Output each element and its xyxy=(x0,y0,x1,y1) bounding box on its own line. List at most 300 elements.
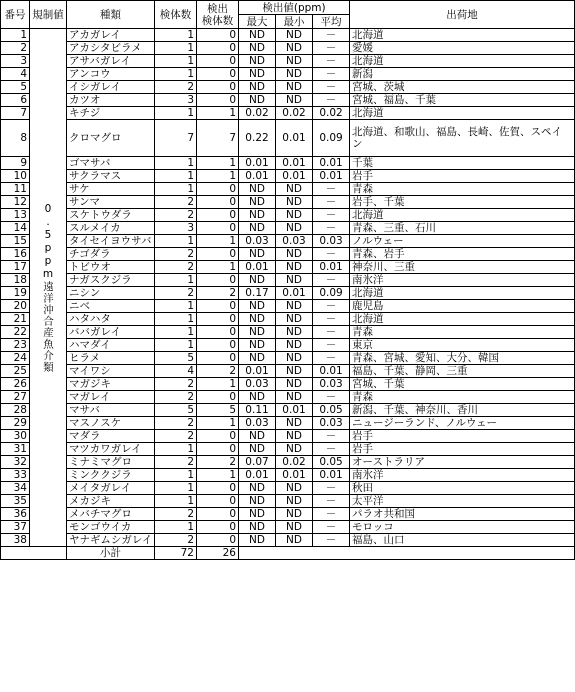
origin-location: 太平洋 xyxy=(350,495,575,508)
max-value: ND xyxy=(239,339,276,352)
species-name: ヒラメ xyxy=(67,352,155,365)
species-name: チゴダラ xyxy=(67,248,155,261)
origin-location: 北海道 xyxy=(350,209,575,222)
table-row xyxy=(1,300,575,313)
row-number: 14 xyxy=(1,222,30,235)
max-value: ND xyxy=(239,222,276,235)
avg-value: － xyxy=(313,81,350,94)
avg-value: － xyxy=(313,183,350,196)
detected-count: 0 xyxy=(197,29,239,42)
max-value: ND xyxy=(239,55,276,68)
max-value: 0.02 xyxy=(239,107,276,120)
row-number: 1 xyxy=(1,29,30,42)
max-value: ND xyxy=(239,42,276,55)
avg-value: － xyxy=(313,68,350,81)
avg-value: － xyxy=(313,209,350,222)
max-value: 0.01 xyxy=(239,170,276,183)
table-row xyxy=(1,469,575,482)
detected-count: 0 xyxy=(197,300,239,313)
table-row xyxy=(1,287,575,300)
table-row xyxy=(1,170,575,183)
avg-value: 0.01 xyxy=(313,157,350,170)
subtotal-empty xyxy=(239,547,575,560)
table-row xyxy=(1,313,575,326)
avg-value: － xyxy=(313,300,350,313)
table-row xyxy=(1,391,575,404)
row-number: 19 xyxy=(1,287,30,300)
subtotal-label: 小計 xyxy=(67,547,155,560)
origin-location: 福島、山口 xyxy=(350,534,575,547)
sample-count: 5 xyxy=(155,352,197,365)
origin-location: 福島、千葉、静岡、三重 xyxy=(350,365,575,378)
row-number: 33 xyxy=(1,469,30,482)
species-name: アサバガレイ xyxy=(67,55,155,68)
detected-count: 0 xyxy=(197,495,239,508)
row-number: 6 xyxy=(1,94,30,107)
origin-location: 千葉 xyxy=(350,157,575,170)
avg-value: － xyxy=(313,391,350,404)
max-value: 0.01 xyxy=(239,261,276,274)
species-name: マサバ xyxy=(67,404,155,417)
species-name: ニシン xyxy=(67,287,155,300)
avg-value: － xyxy=(313,222,350,235)
detected-count: 1 xyxy=(197,107,239,120)
row-number: 17 xyxy=(1,261,30,274)
header-max: 最大 xyxy=(239,15,276,29)
row-number: 18 xyxy=(1,274,30,287)
avg-value: － xyxy=(313,196,350,209)
species-name: ミナミマグロ xyxy=(67,456,155,469)
species-name: ヤナギムシガレイ xyxy=(67,534,155,547)
origin-location: 青森 xyxy=(350,391,575,404)
origin-location: 北海道 xyxy=(350,29,575,42)
avg-value: － xyxy=(313,313,350,326)
row-number: 38 xyxy=(1,534,30,547)
sample-count: 1 xyxy=(155,339,197,352)
table-row xyxy=(1,235,575,248)
table-row xyxy=(1,339,575,352)
table-row xyxy=(1,326,575,339)
origin-location: 鹿児島 xyxy=(350,300,575,313)
avg-value: 0.09 xyxy=(313,120,350,157)
detected-count: 1 xyxy=(197,378,239,391)
sample-count: 2 xyxy=(155,417,197,430)
min-value: ND xyxy=(276,81,313,94)
min-value: ND xyxy=(276,274,313,287)
row-number: 20 xyxy=(1,300,30,313)
subtotal-detected: 26 xyxy=(197,547,239,560)
table-row xyxy=(1,261,575,274)
origin-location: 青森、岩手 xyxy=(350,248,575,261)
sample-count: 1 xyxy=(155,107,197,120)
origin-location: モロッコ xyxy=(350,521,575,534)
sample-count: 1 xyxy=(155,495,197,508)
row-number: 21 xyxy=(1,313,30,326)
min-value: ND xyxy=(276,326,313,339)
min-value: ND xyxy=(276,183,313,196)
species-name: サケ xyxy=(67,183,155,196)
row-number: 16 xyxy=(1,248,30,261)
avg-value: － xyxy=(313,29,350,42)
row-number: 37 xyxy=(1,521,30,534)
min-value: 0.01 xyxy=(276,170,313,183)
detected-count: 2 xyxy=(197,365,239,378)
species-name: マダラ xyxy=(67,430,155,443)
max-value: ND xyxy=(239,352,276,365)
avg-value: 0.01 xyxy=(313,365,350,378)
min-value: ND xyxy=(276,313,313,326)
avg-value: － xyxy=(313,55,350,68)
min-value: 0.02 xyxy=(276,456,313,469)
sample-count: 1 xyxy=(155,42,197,55)
detected-count: 0 xyxy=(197,326,239,339)
max-value: ND xyxy=(239,68,276,81)
table-row xyxy=(1,222,575,235)
min-value: ND xyxy=(276,391,313,404)
detected-count: 1 xyxy=(197,170,239,183)
row-number: 5 xyxy=(1,81,30,94)
detected-count: 1 xyxy=(197,157,239,170)
sample-count: 1 xyxy=(155,235,197,248)
species-name: スルメイカ xyxy=(67,222,155,235)
max-value: ND xyxy=(239,209,276,222)
min-value: ND xyxy=(276,495,313,508)
row-number: 32 xyxy=(1,456,30,469)
origin-location: 新潟、千葉、神奈川、香川 xyxy=(350,404,575,417)
row-number: 2 xyxy=(1,42,30,55)
header-no: 番号 xyxy=(1,1,30,29)
species-name: ナガスクジラ xyxy=(67,274,155,287)
min-value: 0.03 xyxy=(276,235,313,248)
header-limit: 規制値 xyxy=(30,1,67,29)
max-value: ND xyxy=(239,94,276,107)
detected-count: 0 xyxy=(197,443,239,456)
table-row xyxy=(1,81,575,94)
max-value: ND xyxy=(239,430,276,443)
origin-location: 愛媛 xyxy=(350,42,575,55)
sample-count: 3 xyxy=(155,222,197,235)
limit-value-cell: 0.5ppm遠洋沖合産魚介類 xyxy=(30,29,67,547)
origin-location: ノルウェー xyxy=(350,235,575,248)
sample-count: 3 xyxy=(155,94,197,107)
table-row xyxy=(1,482,575,495)
species-name: アンコウ xyxy=(67,68,155,81)
table-row xyxy=(1,55,575,68)
min-value: ND xyxy=(276,443,313,456)
detected-count: 2 xyxy=(197,287,239,300)
table-row xyxy=(1,107,575,120)
table-row xyxy=(1,94,575,107)
sample-count: 1 xyxy=(155,469,197,482)
table-row xyxy=(1,456,575,469)
origin-location: 東京 xyxy=(350,339,575,352)
max-value: ND xyxy=(239,274,276,287)
origin-location: 新潟 xyxy=(350,68,575,81)
min-value: ND xyxy=(276,365,313,378)
avg-value: － xyxy=(313,443,350,456)
origin-location: 岩手 xyxy=(350,430,575,443)
detected-count: 0 xyxy=(197,42,239,55)
species-name: ハマダイ xyxy=(67,339,155,352)
min-value: ND xyxy=(276,482,313,495)
origin-location: ニュージーランド、ノルウェー xyxy=(350,417,575,430)
min-value: ND xyxy=(276,42,313,55)
min-value: ND xyxy=(276,55,313,68)
detected-count: 1 xyxy=(197,261,239,274)
max-value: 0.07 xyxy=(239,456,276,469)
avg-value: 0.05 xyxy=(313,456,350,469)
max-value: 0.01 xyxy=(239,469,276,482)
row-number: 30 xyxy=(1,430,30,443)
species-name: マガレイ xyxy=(67,391,155,404)
max-value: ND xyxy=(239,534,276,547)
detected-count: 0 xyxy=(197,313,239,326)
min-value: 0.01 xyxy=(276,120,313,157)
table-row xyxy=(1,120,575,157)
detected-count: 0 xyxy=(197,339,239,352)
max-value: ND xyxy=(239,482,276,495)
table-row xyxy=(1,183,575,196)
origin-location: 北海道 xyxy=(350,55,575,68)
row-number: 3 xyxy=(1,55,30,68)
species-name: アカガレイ xyxy=(67,29,155,42)
max-value: ND xyxy=(239,196,276,209)
detected-count: 0 xyxy=(197,391,239,404)
min-value: 0.01 xyxy=(276,404,313,417)
table-row xyxy=(1,404,575,417)
sample-count: 1 xyxy=(155,521,197,534)
detected-count: 1 xyxy=(197,417,239,430)
detected-count: 1 xyxy=(197,235,239,248)
max-value: ND xyxy=(239,495,276,508)
origin-location: 岩手 xyxy=(350,170,575,183)
detected-count: 0 xyxy=(197,183,239,196)
table-row xyxy=(1,42,575,55)
avg-value: － xyxy=(313,352,350,365)
origin-location: 宮城、福島、千葉 xyxy=(350,94,575,107)
max-value: ND xyxy=(239,443,276,456)
species-name: ハタハタ xyxy=(67,313,155,326)
min-value: ND xyxy=(276,209,313,222)
species-name: マガジキ xyxy=(67,378,155,391)
row-number: 35 xyxy=(1,495,30,508)
species-name: メバチマグロ xyxy=(67,508,155,521)
avg-value: － xyxy=(313,508,350,521)
species-name: ミンククジラ xyxy=(67,469,155,482)
sample-count: 2 xyxy=(155,456,197,469)
max-value: ND xyxy=(239,29,276,42)
sample-count: 2 xyxy=(155,430,197,443)
detected-count: 0 xyxy=(197,68,239,81)
avg-value: 0.05 xyxy=(313,404,350,417)
min-value: ND xyxy=(276,29,313,42)
row-number: 7 xyxy=(1,107,30,120)
table-row xyxy=(1,508,575,521)
min-value: ND xyxy=(276,534,313,547)
row-number: 26 xyxy=(1,378,30,391)
sample-count: 1 xyxy=(155,274,197,287)
origin-location: 宮城、千葉 xyxy=(350,378,575,391)
max-value: 0.03 xyxy=(239,235,276,248)
table-row xyxy=(1,157,575,170)
min-value: ND xyxy=(276,430,313,443)
max-value: ND xyxy=(239,391,276,404)
detected-count: 1 xyxy=(197,469,239,482)
sample-count: 1 xyxy=(155,183,197,196)
header-avg: 平均 xyxy=(313,15,350,29)
row-number: 13 xyxy=(1,209,30,222)
table-row xyxy=(1,29,575,42)
origin-location: 宮城、茨城 xyxy=(350,81,575,94)
sample-count: 7 xyxy=(155,120,197,157)
max-value: 0.03 xyxy=(239,417,276,430)
avg-value: 0.01 xyxy=(313,170,350,183)
min-value: ND xyxy=(276,68,313,81)
header-samples: 検体数 xyxy=(155,1,197,29)
table-row xyxy=(1,248,575,261)
origin-location: 南氷洋 xyxy=(350,469,575,482)
origin-location: 北海道 xyxy=(350,313,575,326)
table-row xyxy=(1,534,575,547)
table-row xyxy=(1,365,575,378)
table-row xyxy=(1,417,575,430)
min-value: ND xyxy=(276,94,313,107)
detected-count: 0 xyxy=(197,248,239,261)
table-row xyxy=(1,443,575,456)
detected-count: 2 xyxy=(197,456,239,469)
sample-count: 1 xyxy=(155,300,197,313)
origin-location: 北海道 xyxy=(350,287,575,300)
detected-count: 0 xyxy=(197,55,239,68)
sample-count: 1 xyxy=(155,29,197,42)
species-name: マツカワガレイ xyxy=(67,443,155,456)
sample-count: 1 xyxy=(155,313,197,326)
avg-value: 0.03 xyxy=(313,235,350,248)
species-name: サクラマス xyxy=(67,170,155,183)
origin-location: オーストラリア xyxy=(350,456,575,469)
avg-value: － xyxy=(313,495,350,508)
row-number: 8 xyxy=(1,120,30,157)
subtotal-samples: 72 xyxy=(155,547,197,560)
header-origin: 出荷地 xyxy=(350,1,575,29)
max-value: 0.01 xyxy=(239,157,276,170)
max-value: 0.01 xyxy=(239,365,276,378)
row-number: 11 xyxy=(1,183,30,196)
sample-count: 2 xyxy=(155,196,197,209)
max-value: ND xyxy=(239,521,276,534)
avg-value: － xyxy=(313,274,350,287)
table-row xyxy=(1,68,575,81)
detected-count: 0 xyxy=(197,352,239,365)
row-number: 34 xyxy=(1,482,30,495)
avg-value: － xyxy=(313,482,350,495)
detected-count: 0 xyxy=(197,482,239,495)
sample-count: 1 xyxy=(155,55,197,68)
species-name: ババガレイ xyxy=(67,326,155,339)
table-row xyxy=(1,274,575,287)
table-row xyxy=(1,430,575,443)
sample-count: 1 xyxy=(155,68,197,81)
origin-location: 北海道 xyxy=(350,107,575,120)
avg-value: － xyxy=(313,94,350,107)
table-row xyxy=(1,352,575,365)
species-name: メイタガレイ xyxy=(67,482,155,495)
row-number: 25 xyxy=(1,365,30,378)
table-row xyxy=(1,209,575,222)
sample-count: 5 xyxy=(155,404,197,417)
table-row xyxy=(1,495,575,508)
avg-value: 0.02 xyxy=(313,107,350,120)
sample-count: 1 xyxy=(155,326,197,339)
sample-count: 4 xyxy=(155,365,197,378)
header-min: 最小 xyxy=(276,15,313,29)
sample-count: 1 xyxy=(155,482,197,495)
avg-value: － xyxy=(313,521,350,534)
species-name: ニベ xyxy=(67,300,155,313)
species-name: メカジキ xyxy=(67,495,155,508)
header-detected-value: 検出値(ppm) xyxy=(239,1,350,15)
min-value: ND xyxy=(276,352,313,365)
row-number: 10 xyxy=(1,170,30,183)
row-number: 24 xyxy=(1,352,30,365)
sample-count: 2 xyxy=(155,209,197,222)
detected-count: 0 xyxy=(197,508,239,521)
origin-location: 神奈川、三重 xyxy=(350,261,575,274)
species-name: サンマ xyxy=(67,196,155,209)
sample-count: 2 xyxy=(155,261,197,274)
species-name: キチジ xyxy=(67,107,155,120)
max-value: ND xyxy=(239,508,276,521)
avg-value: － xyxy=(313,534,350,547)
sample-count: 2 xyxy=(155,508,197,521)
species-name: ゴマサバ xyxy=(67,157,155,170)
origin-location: 岩手 xyxy=(350,443,575,456)
sample-count: 2 xyxy=(155,378,197,391)
row-number: 15 xyxy=(1,235,30,248)
species-name: マイワシ xyxy=(67,365,155,378)
origin-location: 北海道、和歌山、福島、長崎、佐賀、スペイン xyxy=(350,120,575,157)
row-number: 23 xyxy=(1,339,30,352)
origin-location: 秋田 xyxy=(350,482,575,495)
max-value: 0.17 xyxy=(239,287,276,300)
min-value: 0.01 xyxy=(276,287,313,300)
origin-location: 青森 xyxy=(350,326,575,339)
origin-location: 岩手、千葉 xyxy=(350,196,575,209)
sample-count: 1 xyxy=(155,157,197,170)
min-value: ND xyxy=(276,521,313,534)
species-name: カツオ xyxy=(67,94,155,107)
max-value: 0.22 xyxy=(239,120,276,157)
avg-value: － xyxy=(313,430,350,443)
detected-count: 0 xyxy=(197,222,239,235)
row-number: 31 xyxy=(1,443,30,456)
avg-value: 0.03 xyxy=(313,378,350,391)
avg-value: － xyxy=(313,326,350,339)
detected-count: 0 xyxy=(197,94,239,107)
min-value: ND xyxy=(276,261,313,274)
min-value: 0.01 xyxy=(276,469,313,482)
sample-count: 2 xyxy=(155,534,197,547)
row-number: 4 xyxy=(1,68,30,81)
detected-count: 5 xyxy=(197,404,239,417)
detected-count: 0 xyxy=(197,209,239,222)
species-name: イシガレイ xyxy=(67,81,155,94)
sample-count: 2 xyxy=(155,391,197,404)
avg-value: － xyxy=(313,42,350,55)
row-number: 36 xyxy=(1,508,30,521)
sample-count: 2 xyxy=(155,287,197,300)
min-value: ND xyxy=(276,300,313,313)
